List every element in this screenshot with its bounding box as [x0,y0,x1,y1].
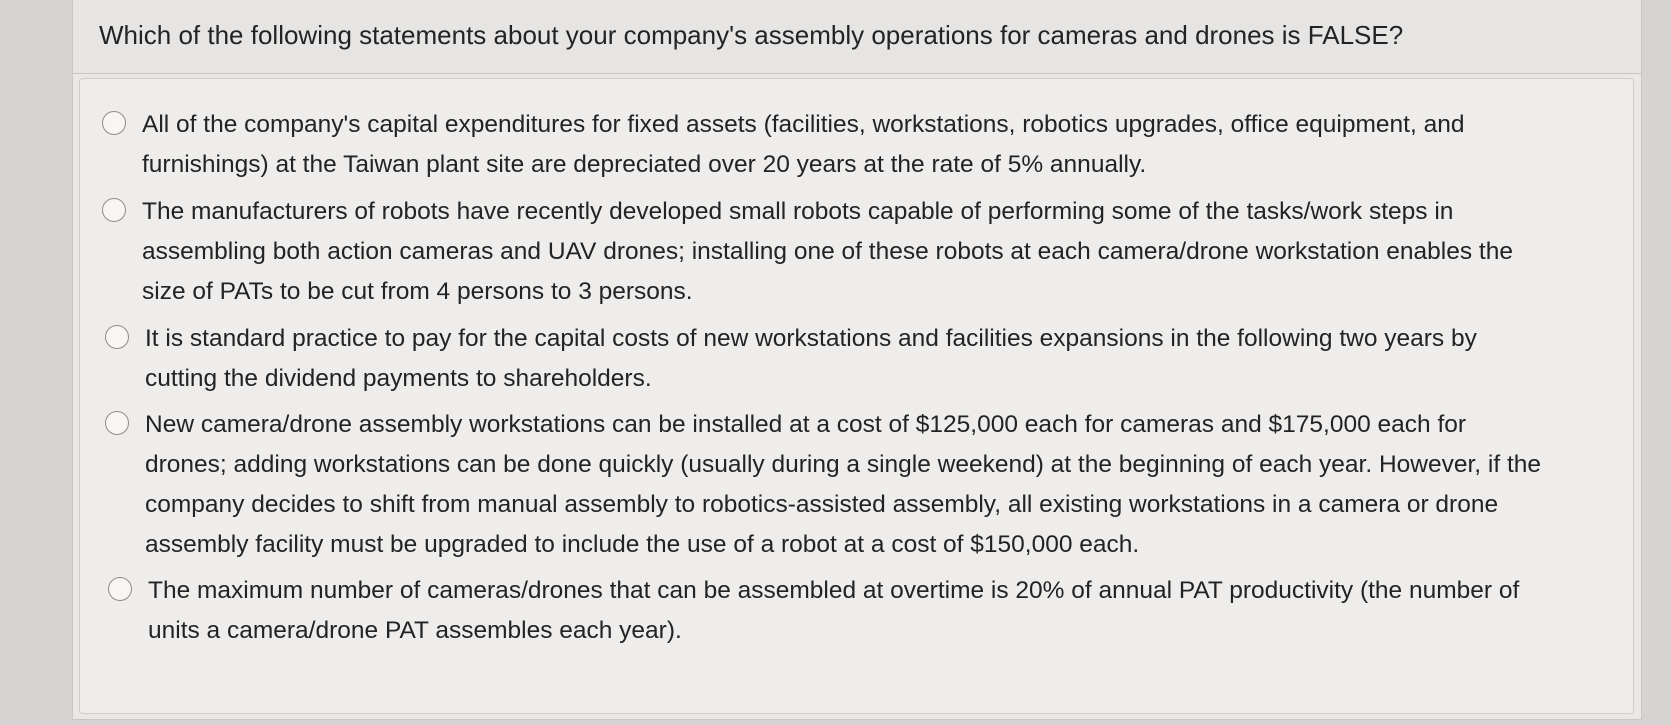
radio-button-4[interactable] [105,411,129,435]
answer-option-2-label[interactable]: The manufacturers of robots have recently developed small robots capable of performing some of the tasks/work steps in assembling both action cameras and UAV drones; installing one of these robots at each camera/drone workstation enables the size of PATs to be cut from 4 persons to 3 persons. [142,198,1513,305]
question-card [72,0,1642,720]
answer-option-3-label[interactable]: It is standard practice to pay for the capital costs of new workstations and facilities expansions in the following two years by cutting the dividend payments to shareholders. [145,325,1477,392]
question-text: Which of the following statements about your company's assembly operations for cameras and drones is FALSE? [99,20,1404,50]
answer-option-4[interactable] [80,405,1645,565]
answer-option-1-label[interactable]: All of the company's capital expenditures for fixed assets (facilities, workstations, robotics upgrades, office equipment, and furnishings) at the Taiwan plant site are depreciated over 20 years at the rate of 5% annually. [142,111,1465,178]
answer-option-3[interactable] [80,319,1645,399]
answer-option-4-label[interactable]: New camera/drone assembly workstations can be installed at a cost of $125,000 each for cameras and $175,000 each for drones; adding workstations can be done quickly (usually during a single weekend) at the beginning of each year. However, if the company decides to shift from manual assembly to robotics-assisted assembly, all existing workstations in a camera or drone assembly facility must be upgraded to include the use of a robot at a cost of $150,000 each. [145,411,1541,558]
radio-button-5[interactable] [108,577,132,601]
question-header [73,0,1641,74]
answer-option-5-label[interactable]: The maximum number of cameras/drones that can be assembled at overtime is 20% of annual PAT productivity (the number of units a camera/drone PAT assembles each year). [148,577,1520,644]
radio-button-2[interactable] [102,198,126,222]
answer-option-1[interactable] [80,105,1642,185]
answer-options [79,78,1634,714]
radio-button-1[interactable] [102,111,126,135]
radio-button-3[interactable] [105,325,129,349]
answer-option-2[interactable] [80,192,1642,312]
answer-option-5[interactable] [80,571,1648,651]
